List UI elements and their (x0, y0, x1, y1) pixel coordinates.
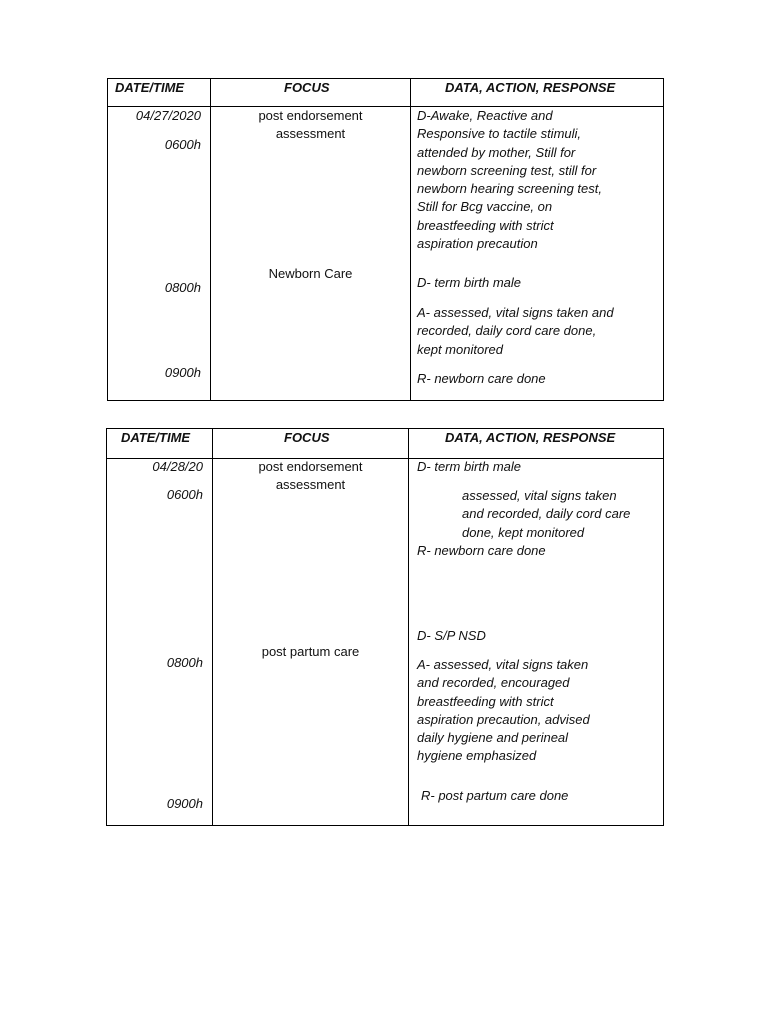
dar-entry: R- newborn care done (417, 371, 546, 386)
dar-entry: R- post partum care done (421, 788, 569, 803)
nursing-notes-table-1 (107, 78, 664, 401)
focus-item: Newborn Care (268, 266, 353, 281)
dar-entry: A- assessed, vital signs taken and recorded, encouraged breastfeeding with strict aspiration precaution, advised daily hygiene and perineal hygiene emphasized (417, 657, 590, 764)
header-data-action-response: DATA, ACTION, RESPONSE (445, 430, 616, 445)
header-date-time: DATE/TIME (115, 80, 185, 95)
entry-date: 04/27/2020 (135, 108, 201, 123)
dar-entry: R- newborn care done (417, 543, 546, 558)
focus-item: post endorsement assessment (258, 108, 363, 141)
dar-entry: assessed, vital signs taken and recorded, daily cord care done, kept monitored (462, 488, 631, 540)
header-focus: FOCUS (284, 80, 330, 95)
dar-entry: A- assessed, vital signs taken and recorded, daily cord care done, kept monitored (417, 305, 614, 357)
header-date-time: DATE/TIME (121, 430, 191, 445)
entry-time: 0800h (166, 655, 203, 670)
entry-time: 0600h (164, 137, 201, 152)
dar-entry: D- term birth male (417, 275, 522, 290)
header-data-action-response: DATA, ACTION, RESPONSE (445, 80, 616, 95)
entry-time: 0900h (166, 796, 203, 811)
column-divider-2 (410, 79, 411, 400)
focus-item: post partum care (261, 644, 360, 659)
nursing-notes-table-2 (106, 428, 664, 826)
dar-entry: D- term birth male (417, 459, 522, 474)
dar-entry: D- S/P NSD (417, 628, 486, 643)
dar-entry: D-Awake, Reactive and Responsive to tactile stimuli, attended by mother, Still for newborn screening test, still for newborn hearing screening test, Still for Bcg vaccine, on breastfeeding with strict aspiration precaution (417, 108, 603, 252)
entry-time: 0600h (166, 487, 203, 502)
entry-date: 04/28/20 (152, 459, 203, 474)
focus-item: post endorsement assessment (258, 459, 363, 492)
header-focus: FOCUS (284, 430, 330, 445)
entry-time: 0900h (164, 365, 201, 380)
column-divider-2 (408, 429, 409, 825)
entry-time: 0800h (164, 280, 201, 295)
